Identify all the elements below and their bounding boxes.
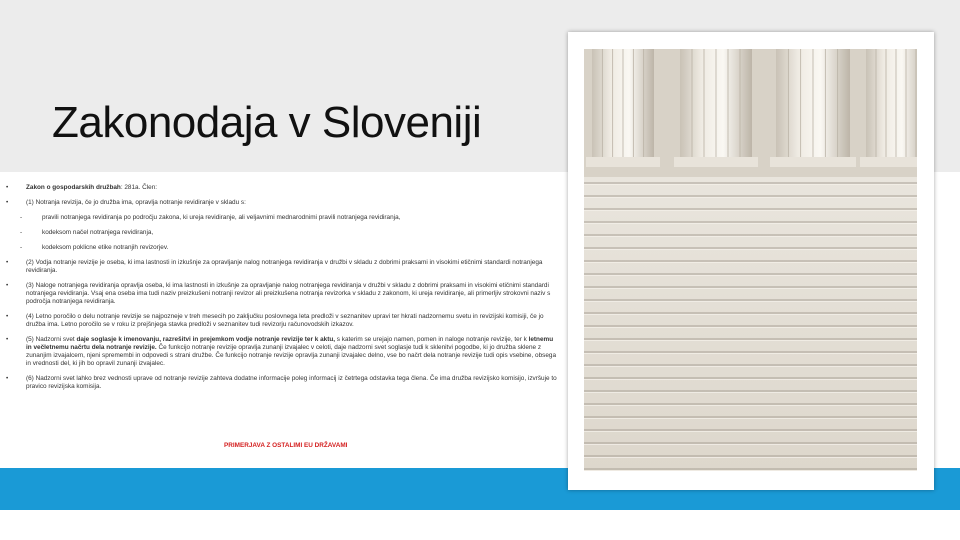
dash-marker: - xyxy=(20,214,23,221)
content-list xyxy=(6,184,558,398)
emphasis-text: Zakon o gospodarskih družbah xyxy=(26,184,121,191)
body-text: kodeksom načel notranjega revidiranja, xyxy=(42,229,154,236)
comparison-note: PRIMERJAVA Z OSTALIMI EU DRŽAVAMI xyxy=(224,442,348,449)
footer-accent xyxy=(937,468,942,510)
bullet-marker: • xyxy=(6,313,9,320)
bullet-marker: • xyxy=(6,259,9,266)
body-text: (3) Naloge notranjega revidiranja opravlja oseba, ki ima lastnosti in izkušnje za opravljanje nalog notranjega revidiranja v družbi v skladu z dobrimi praksami in visokimi etičnimi standardi notranjega revidiranja. Vsaj ena oseba ima tudi naziv preizkušeni notranji revizor ali preizkušena notranja revizorka v skladu z zakonom, ki ureja revidiranje, ali primerljiv strokovni naziv s področja notranjega revidiranja. xyxy=(26,282,551,305)
item-text xyxy=(26,184,558,192)
dash-item xyxy=(6,214,558,222)
bullet-item xyxy=(6,313,558,329)
dash-item xyxy=(6,229,558,237)
bullet-item xyxy=(6,199,558,207)
bullet-item xyxy=(6,375,558,391)
body-text: (5) Nadzorni svet xyxy=(26,336,77,343)
body-text: (2) Vodja notranje revizije je oseba, ki ima lastnosti in izkušnje za opravljanje nalog notranjega revidiranja v družbi v skladu z dobrimi praksami in visokimi etičnimi standardi notranjega revidiranja. xyxy=(26,259,543,274)
bullet-marker: • xyxy=(6,336,9,343)
body-text: kodeksom poklicne etike notranjih revizorjev. xyxy=(42,244,169,251)
item-text xyxy=(42,229,558,237)
bullet-item xyxy=(6,259,558,275)
bullet-item xyxy=(6,282,558,306)
footer-accent xyxy=(946,468,954,510)
dash-marker: - xyxy=(20,244,23,251)
dash-marker: - xyxy=(20,229,23,236)
bullet-marker: • xyxy=(6,282,9,289)
item-text xyxy=(26,259,558,275)
bullet-marker: • xyxy=(6,375,9,382)
bullet-item xyxy=(6,184,558,192)
body-text: pravili notranjega revidiranja po področju zakona, ki ureja revidiranje, ali veljavnimi mednarodnimi pravili notranjega revidiranja, xyxy=(42,214,401,221)
body-text: Če funkcijo notranje revizije opravlja zunanji izvajalec v celoti, daje nadzorni svet soglasje tudi k sklenitvi pogodbe, ki jo družba sklene z zunanjim izvajalcem, njeni spremembi in odpovedi s strani družbe. Če funkcijo notranje revizije opravlja zunanji izvajalec delno, vse bo načrt dela notranje revizije tudi opis vsebine, obsega in vrednosti del, ki jih bo opravil zunanji izvajalec. xyxy=(26,344,556,367)
columns-steps-image xyxy=(584,49,917,471)
bullet-marker: • xyxy=(6,184,9,191)
emphasis-text: daje soglasje k imenovanju, razrešitvi in prejemkom vodje notranje revizije ter k aktu, xyxy=(76,336,335,343)
emphasis-text: letnemu in večletnemu načrtu dela notranje revizije. xyxy=(26,336,554,351)
bullet-item xyxy=(6,336,558,368)
item-text xyxy=(26,313,558,329)
dash-item xyxy=(6,244,558,252)
body-text: : 281a. Člen: xyxy=(120,184,158,191)
slide-title: Zakonodaja v Sloveniji xyxy=(52,98,482,147)
item-text xyxy=(26,336,558,368)
item-text xyxy=(42,244,558,252)
body-text: (1) Notranja revizija, če jo družba ima, opravlja notranje revidiranje v skladu s: xyxy=(26,199,246,206)
photo-frame xyxy=(568,32,934,490)
item-text xyxy=(26,375,558,391)
item-text xyxy=(42,214,558,222)
item-text xyxy=(26,199,558,207)
body-text: (6) Nadzorni svet lahko brez vednosti uprave od notranje revizije zahteva dodatne informacije poleg informacij iz četrtega odstavka tega člena. Če ima družba revizijsko komisijo, izvršuje to pravico revizijska komisija. xyxy=(26,375,557,390)
item-text xyxy=(26,282,558,306)
bullet-marker: • xyxy=(6,199,9,206)
body-text: (4) Letno poročilo o delu notranje revizije se najpozneje v treh mesecih po zaključku poslovnega leta predloži v seznanitev upravi ter hkrati nadzornemu svetu in revizijski komisiji, če jo družba ima. Letno poročilo se v roku iz prejšnjega stavka predloži v seznanitev tudi revizorju računovodskih izkazov. xyxy=(26,313,544,328)
body-text: s katerim se urejajo namen, pomen in naloge notranje revizije, ter k xyxy=(335,336,529,343)
